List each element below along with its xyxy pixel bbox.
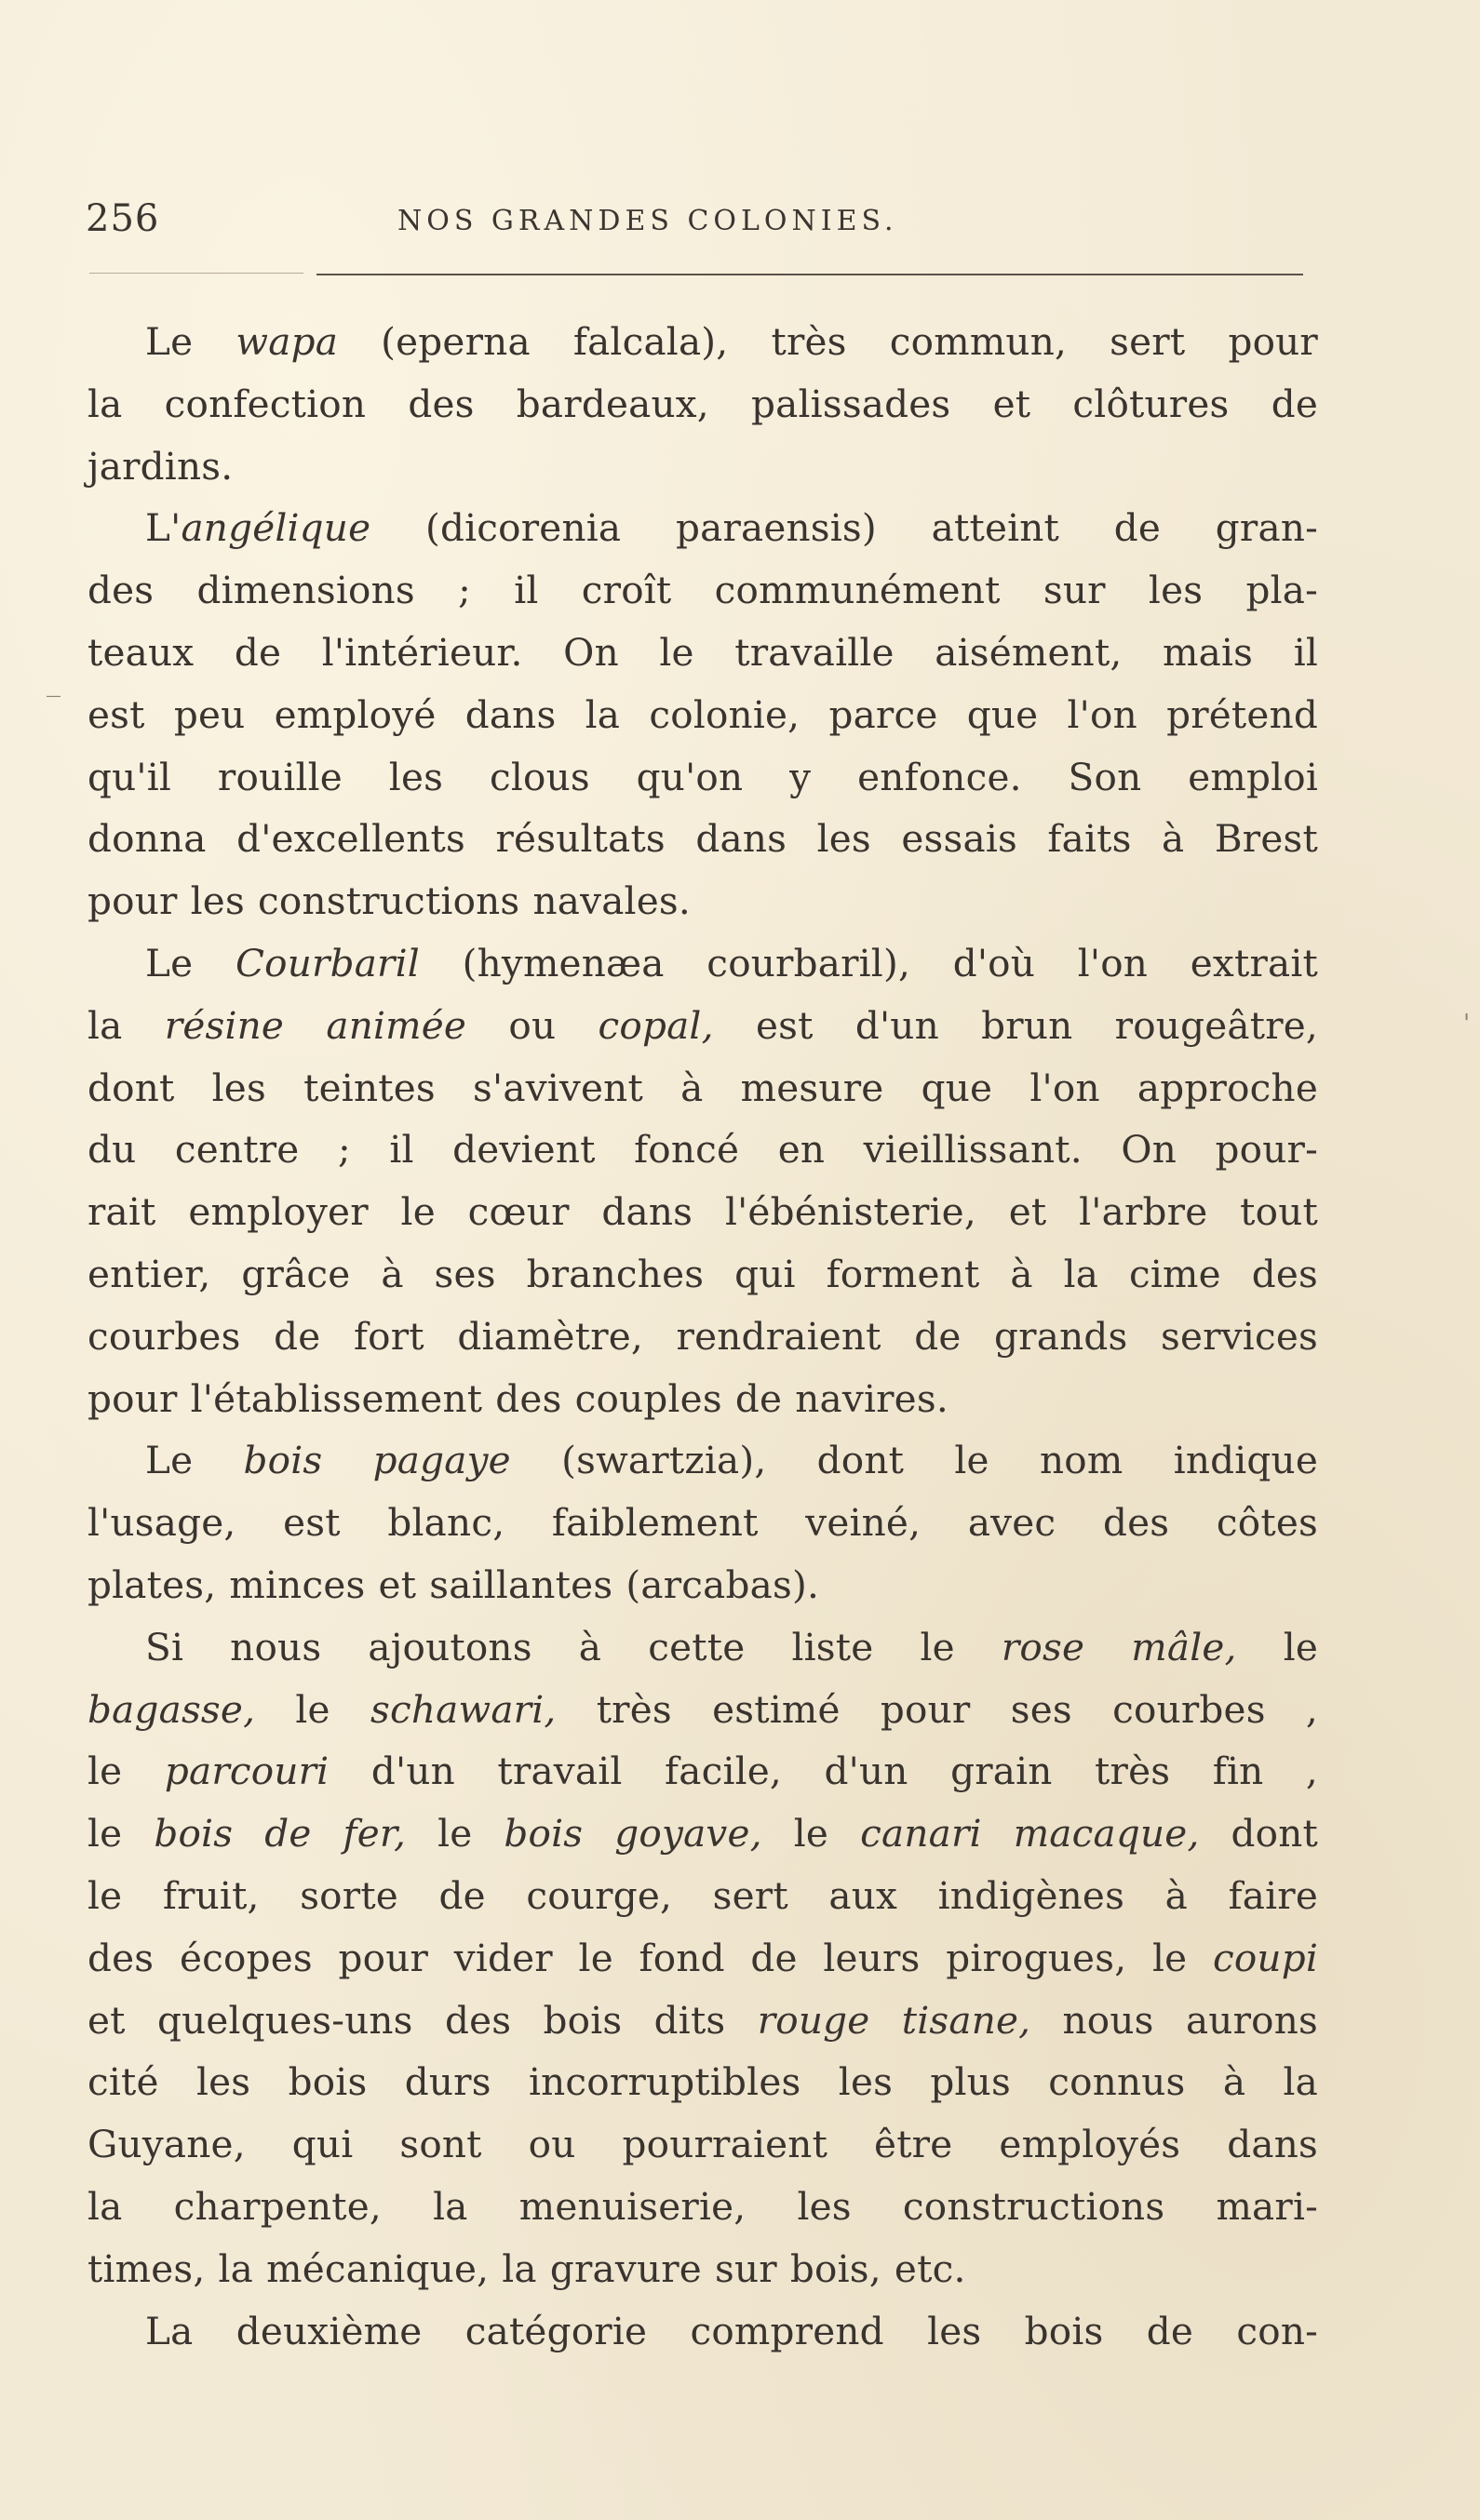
text-line — [87, 684, 1318, 746]
text-line — [87, 1865, 1318, 1927]
text-line — [87, 1181, 1318, 1243]
text-line — [87, 2176, 1318, 2238]
italic-term: parcouri — [164, 1749, 330, 1794]
italic-term: schawari, — [370, 1686, 557, 1732]
page-number: 256 — [86, 197, 160, 240]
text-run: le — [406, 1811, 505, 1856]
text-line — [87, 1243, 1318, 1306]
text-run: la charpente, la menuiserie, les constructions mari- — [87, 2183, 1318, 2229]
text-run: le — [87, 1749, 165, 1794]
text-line — [87, 2238, 1318, 2300]
text-line — [87, 1740, 1318, 1803]
text-run: est d'un brun rougeâtre, — [713, 1002, 1318, 1048]
text-run: le — [761, 1811, 861, 1856]
text-run: Guyane, qui sont ou pourraient être employés dans — [87, 2122, 1318, 2167]
italic-term: Courbaril — [235, 940, 420, 985]
margin-mark-right: ' — [1463, 1010, 1471, 1038]
text-run: donna d'excellents résultats dans les essais faits à Brest — [87, 816, 1318, 862]
text-run: l'usage, est blanc, faiblement veiné, avec des côtes — [87, 1500, 1318, 1546]
text-line — [87, 622, 1318, 684]
text-line — [87, 1554, 1318, 1616]
text-run: d'un travail facile, d'un grain très fin , — [329, 1749, 1318, 1794]
text-run: Si nous ajoutons à cette liste le — [145, 1624, 1002, 1669]
text-run: et quelques-uns des bois dits — [87, 1997, 758, 2043]
text-line — [87, 870, 1318, 932]
text-line — [87, 746, 1318, 809]
text-run: (swartzia), dont le nom indique — [510, 1438, 1318, 1483]
margin-mark-left: _ — [47, 665, 61, 698]
header-rule — [316, 274, 1303, 275]
italic-term: copal, — [598, 1002, 714, 1048]
text-line — [87, 1492, 1318, 1554]
text-run: teaux de l'intérieur. On le travaille aisément, mais il — [87, 629, 1318, 675]
text-run: nous aurons — [1030, 1997, 1318, 2043]
text-line — [87, 436, 1318, 498]
italic-term: coupi — [1212, 1935, 1318, 1980]
text-line — [87, 1990, 1318, 2052]
italic-term: wapa — [235, 319, 339, 364]
text-run: la — [87, 1002, 165, 1048]
body-text — [87, 311, 1318, 2362]
italic-term: rose mâle, — [1001, 1624, 1237, 1669]
text-line — [87, 1429, 1318, 1492]
text-line — [87, 1057, 1318, 1119]
text-run: (dicorenia paraensis) atteint de gran- — [370, 505, 1318, 551]
italic-term: bois de fer, — [154, 1811, 407, 1856]
text-line — [87, 808, 1318, 870]
text-line — [87, 373, 1318, 436]
text-run: des dimensions ; il croît communément sur les pla- — [87, 568, 1318, 613]
text-run: (hymenæa courbaril), d'où l'on extrait — [419, 940, 1318, 985]
running-title: NOS GRANDES COLONIES. — [397, 205, 898, 237]
text-line — [87, 1803, 1318, 1865]
text-run: L' — [145, 505, 182, 551]
text-line — [87, 497, 1318, 559]
text-run: plates, minces et saillantes (arcabas). — [87, 1562, 820, 1607]
text-run: le — [255, 1686, 370, 1732]
text-line — [87, 1368, 1318, 1430]
header-rule-faint — [89, 273, 303, 274]
text-line — [87, 1616, 1318, 1679]
text-run: entier, grâce à ses branches qui forment à la cime des — [87, 1251, 1318, 1296]
text-line — [87, 1119, 1318, 1181]
italic-term: canari macaque, — [860, 1811, 1200, 1856]
text-line — [87, 2051, 1318, 2113]
text-line — [87, 1927, 1318, 1990]
text-run: du centre ; il devient foncé en vieillissant. On pour- — [87, 1127, 1318, 1173]
italic-term: bois goyave, — [504, 1811, 762, 1856]
text-run: dont les teintes s'avivent à mesure que l'on approche — [87, 1065, 1318, 1110]
text-run: pour les constructions navales. — [87, 878, 691, 924]
text-run: Le — [145, 940, 235, 985]
text-run: cité les bois durs incorruptibles les plus connus à la — [87, 2059, 1318, 2105]
italic-term: résine animée — [164, 1002, 467, 1048]
text-run: très estimé pour ses courbes , — [556, 1686, 1319, 1732]
text-run: le fruit, sorte de courge, sert aux indigènes à faire — [87, 1872, 1318, 1918]
italic-term: rouge tisane, — [757, 1997, 1031, 2043]
text-run: jardins. — [87, 443, 234, 489]
text-run: des écopes pour vider le fond de leurs pirogues, le — [87, 1935, 1213, 1980]
text-run: qu'il rouille les clous qu'on y enfonce. Son emploi — [87, 754, 1318, 799]
text-line — [87, 1679, 1318, 1741]
text-line — [87, 1306, 1318, 1368]
text-run: est peu employé dans la colonie, parce que l'on prétend — [87, 691, 1318, 737]
page-header — [86, 197, 1314, 253]
text-run: le — [87, 1811, 155, 1856]
italic-term: bois pagaye — [243, 1438, 511, 1483]
text-run: dont — [1199, 1811, 1319, 1856]
text-run: rait employer le cœur dans l'ébénisterie, et l'arbre tout — [87, 1189, 1318, 1235]
text-run: (eperna falcala), très commun, sert pour — [338, 319, 1318, 364]
text-line — [87, 311, 1318, 373]
text-line — [87, 2113, 1318, 2176]
text-run: Le — [145, 319, 236, 364]
italic-term: angélique — [181, 505, 371, 551]
text-run: times, la mécanique, la gravure sur bois, etc. — [87, 2245, 966, 2291]
text-run: le — [1236, 1624, 1319, 1669]
text-run: Le — [145, 1438, 244, 1483]
text-run: la confection des bardeaux, palissades et clôtures de — [87, 381, 1318, 426]
italic-term: bagasse, — [87, 1686, 256, 1732]
text-line — [87, 2300, 1318, 2363]
text-line — [87, 559, 1318, 622]
text-run: courbes de fort diamètre, rendraient de grands services — [87, 1313, 1318, 1359]
text-run: La deuxième catégorie comprend les bois de con- — [145, 2308, 1318, 2353]
text-line — [87, 995, 1318, 1057]
text-line — [87, 932, 1318, 995]
text-run: pour l'établissement des couples de navires. — [87, 1375, 949, 1421]
text-run: ou — [466, 1002, 599, 1048]
